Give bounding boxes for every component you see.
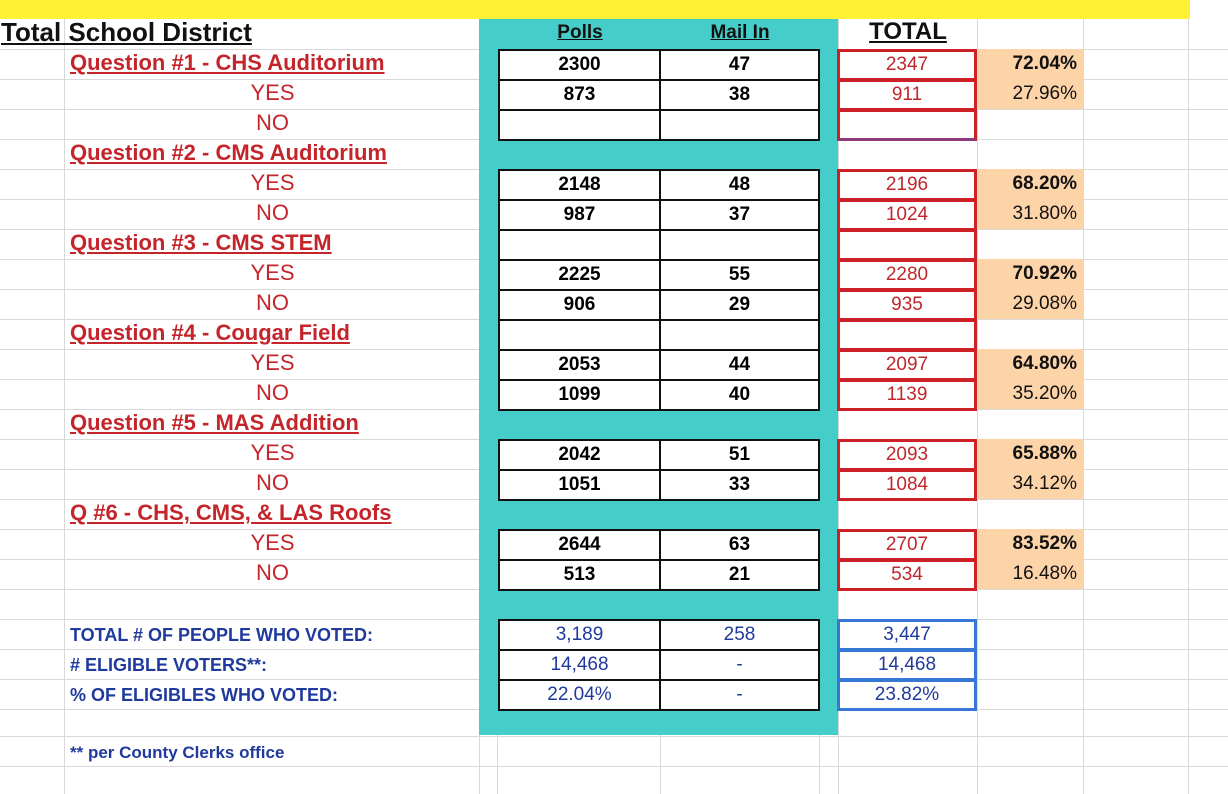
- question-2-title: Question #2 - CMS Auditorium: [70, 140, 387, 165]
- q3-blank-mail-cell[interactable]: [659, 229, 820, 261]
- q5-yes-percent[interactable]: 65.88%: [977, 439, 1083, 469]
- q2-no-percent[interactable]: 31.80%: [977, 199, 1083, 229]
- q1-row1-mail-cell[interactable]: 47: [659, 49, 820, 81]
- question-1-yes-label: YES: [250, 80, 295, 105]
- sheet-title: Total School District: [1, 17, 252, 47]
- eligible-voters-total-cell[interactable]: 14,468: [837, 649, 977, 681]
- q2-yes-percent[interactable]: 68.20%: [977, 169, 1083, 199]
- mail-in-header: Mail In: [710, 22, 770, 43]
- q3-yes-mail-cell[interactable]: 55: [659, 259, 820, 291]
- total-voted-polls-cell[interactable]: 3,189: [498, 619, 661, 651]
- q2-yes-total-cell[interactable]: 2196: [837, 169, 977, 201]
- q6-no-polls-cell[interactable]: 513: [498, 559, 661, 591]
- q4-no-polls-cell[interactable]: 1099: [498, 379, 661, 411]
- question-3-yes-label: YES: [250, 260, 295, 285]
- q3-no-mail-cell[interactable]: 29: [659, 289, 820, 321]
- q6-yes-polls-cell[interactable]: 2644: [498, 529, 661, 561]
- total-voted-total-cell[interactable]: 3,447: [837, 619, 977, 651]
- question-5-yes-label: YES: [250, 440, 295, 465]
- q4-no-mail-cell[interactable]: 40: [659, 379, 820, 411]
- percent-eligible-mail-cell[interactable]: -: [659, 679, 820, 711]
- q4-no-total-cell[interactable]: 1139: [837, 379, 977, 411]
- q5-yes-polls-cell[interactable]: 2042: [498, 439, 661, 471]
- q4-blank-mail-cell[interactable]: [659, 319, 820, 351]
- q5-no-polls-cell[interactable]: 1051: [498, 469, 661, 501]
- q2-no-polls-cell[interactable]: 987: [498, 199, 661, 231]
- q4-yes-polls-cell[interactable]: 2053: [498, 349, 661, 381]
- eligible-voters-mail-cell[interactable]: -: [659, 649, 820, 681]
- q6-yes-mail-cell[interactable]: 63: [659, 529, 820, 561]
- q5-yes-total-cell[interactable]: 2093: [837, 439, 977, 471]
- q1-row3-polls-cell[interactable]: [498, 109, 661, 141]
- q4-yes-mail-cell[interactable]: 44: [659, 349, 820, 381]
- q6-no-total-cell[interactable]: 534: [837, 559, 977, 591]
- question-4-title: Question #4 - Cougar Field: [70, 320, 350, 345]
- q1-row2-total-cell[interactable]: 911: [837, 79, 977, 111]
- q4-yes-total-cell[interactable]: 2097: [837, 349, 977, 381]
- q2-yes-polls-cell[interactable]: 2148: [498, 169, 661, 201]
- question-6-yes-label: YES: [250, 530, 295, 555]
- polls-header: Polls: [557, 22, 603, 43]
- question-1-title: Question #1 - CHS Auditorium: [70, 50, 385, 75]
- q1-row2-polls-cell[interactable]: 873: [498, 79, 661, 111]
- eligible-voters-polls-cell[interactable]: 14,468: [498, 649, 661, 681]
- question-3-no-label: NO: [256, 290, 289, 315]
- total-voted-mail-cell[interactable]: 258: [659, 619, 820, 651]
- q3-yes-polls-cell[interactable]: 2225: [498, 259, 661, 291]
- q4-no-percent[interactable]: 35.20%: [977, 379, 1083, 409]
- q5-no-percent[interactable]: 34.12%: [977, 469, 1083, 499]
- q1-row2-percent[interactable]: 27.96%: [977, 79, 1083, 109]
- q6-yes-total-cell[interactable]: 2707: [837, 529, 977, 561]
- q2-no-total-cell[interactable]: 1024: [837, 199, 977, 231]
- q5-yes-mail-cell[interactable]: 51: [659, 439, 820, 471]
- total-voted-label: TOTAL # OF PEOPLE WHO VOTED:: [70, 625, 374, 645]
- q4-blank-polls-cell[interactable]: [498, 319, 661, 351]
- question-5-title: Question #5 - MAS Addition: [70, 410, 359, 435]
- percent-eligible-voted-label: % OF ELIGIBLES WHO VOTED:: [70, 685, 339, 705]
- q4-blank-total-cell[interactable]: [837, 319, 977, 351]
- question-6-title: Q #6 - CHS, CMS, & LAS Roofs: [70, 500, 392, 525]
- percent-eligible-total-cell[interactable]: 23.82%: [837, 679, 977, 711]
- q6-no-mail-cell[interactable]: 21: [659, 559, 820, 591]
- q5-no-total-cell[interactable]: 1084: [837, 469, 977, 501]
- question-1-no-label: NO: [256, 110, 289, 135]
- question-2-yes-label: YES: [250, 170, 295, 195]
- question-3-title: Question #3 - CMS STEM: [70, 230, 332, 255]
- q5-no-mail-cell[interactable]: 33: [659, 469, 820, 501]
- q1-row1-total-cell[interactable]: 2347: [837, 49, 977, 81]
- question-4-yes-label: YES: [250, 350, 295, 375]
- q2-no-mail-cell[interactable]: 37: [659, 199, 820, 231]
- q6-yes-percent[interactable]: 83.52%: [977, 529, 1083, 559]
- q1-row3-total-cell[interactable]: [837, 109, 977, 141]
- footnote: ** per County Clerks office: [70, 743, 285, 762]
- question-2-no-label: NO: [256, 200, 289, 225]
- q1-row1-percent[interactable]: 72.04%: [977, 49, 1083, 79]
- q1-row2-mail-cell[interactable]: 38: [659, 79, 820, 111]
- q3-blank-total-cell[interactable]: [837, 229, 977, 261]
- q3-yes-total-cell[interactable]: 2280: [837, 259, 977, 291]
- q1-row3-mail-cell[interactable]: [659, 109, 820, 141]
- question-4-no-label: NO: [256, 380, 289, 405]
- q4-yes-percent[interactable]: 64.80%: [977, 349, 1083, 379]
- q3-no-polls-cell[interactable]: 906: [498, 289, 661, 321]
- q3-blank-polls-cell[interactable]: [498, 229, 661, 261]
- eligible-voters-label: # ELIGIBLE VOTERS**:: [70, 655, 268, 675]
- q3-yes-percent[interactable]: 70.92%: [977, 259, 1083, 289]
- q3-no-total-cell[interactable]: 935: [837, 289, 977, 321]
- percent-eligible-polls-cell[interactable]: 22.04%: [498, 679, 661, 711]
- question-5-no-label: NO: [256, 470, 289, 495]
- q3-no-percent[interactable]: 29.08%: [977, 289, 1083, 319]
- q6-no-percent[interactable]: 16.48%: [977, 559, 1083, 589]
- question-6-no-label: NO: [256, 560, 289, 585]
- q1-row1-polls-cell[interactable]: 2300: [498, 49, 661, 81]
- total-header: TOTAL: [869, 18, 947, 45]
- q2-yes-mail-cell[interactable]: 48: [659, 169, 820, 201]
